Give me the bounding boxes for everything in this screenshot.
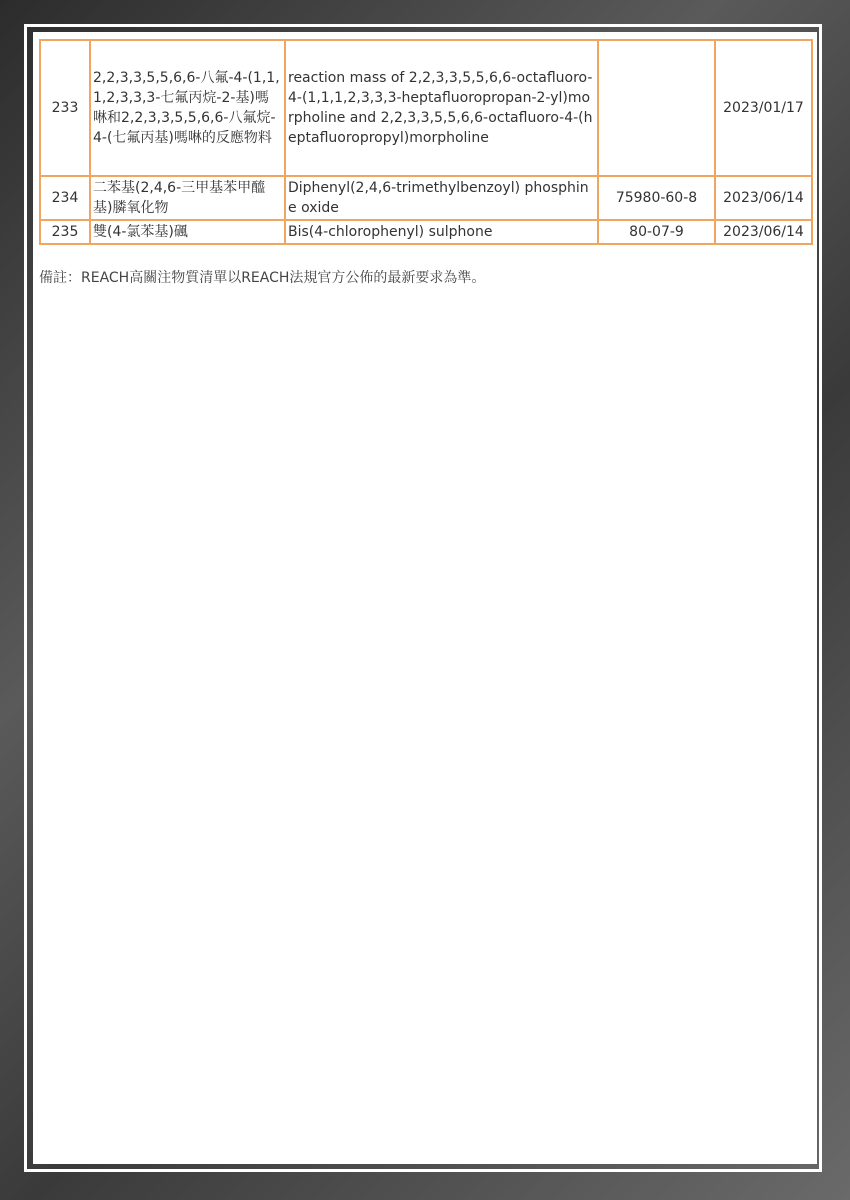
table-row <box>40 176 812 220</box>
substance-name-en: Bis(4-chlorophenyl) sulphone <box>285 220 598 244</box>
footnote-remark: 備註：REACH高關注物質清單以REACH法規官方公佈的最新要求為準。 <box>39 270 486 286</box>
table-row <box>40 40 812 176</box>
document-page <box>33 33 816 1163</box>
row-number: 233 <box>40 40 90 176</box>
inclusion-date: 2023/01/17 <box>715 40 812 176</box>
inclusion-date: 2023/06/14 <box>715 176 812 220</box>
substance-name-en: reaction mass of 2,2,3,3,5,5,6,6-octafluoro-4-(1,1,1,2,3,3,3-heptafluoropropan-2-yl)morpholine and 2,2,3,3,5,5,6,6-octafluoro-4-(heptafluoropropyl)morpholine <box>285 40 598 176</box>
row-number: 234 <box>40 176 90 220</box>
cas-number <box>598 40 715 176</box>
svhc-table <box>39 39 813 245</box>
substance-name-zh: 二苯基(2,4,6-三甲基苯甲醯基)膦氧化物 <box>90 176 285 220</box>
cas-number: 80-07-9 <box>598 220 715 244</box>
substance-name-zh: 雙(4-氯苯基)碸 <box>90 220 285 244</box>
cas-number: 75980-60-8 <box>598 176 715 220</box>
row-number: 235 <box>40 220 90 244</box>
substance-name-zh: 2,2,3,3,5,5,6,6-八氟-4-(1,1,1,2,3,3,3-七氟丙烷-2-基)嗎啉和2,2,3,3,5,5,6,6-八氟烷-4-(七氟丙基)嗎啉的反應物料 <box>90 40 285 176</box>
table-row <box>40 220 812 244</box>
substance-name-en: Diphenyl(2,4,6-trimethylbenzoyl) phosphine oxide <box>285 176 598 220</box>
inclusion-date: 2023/06/14 <box>715 220 812 244</box>
